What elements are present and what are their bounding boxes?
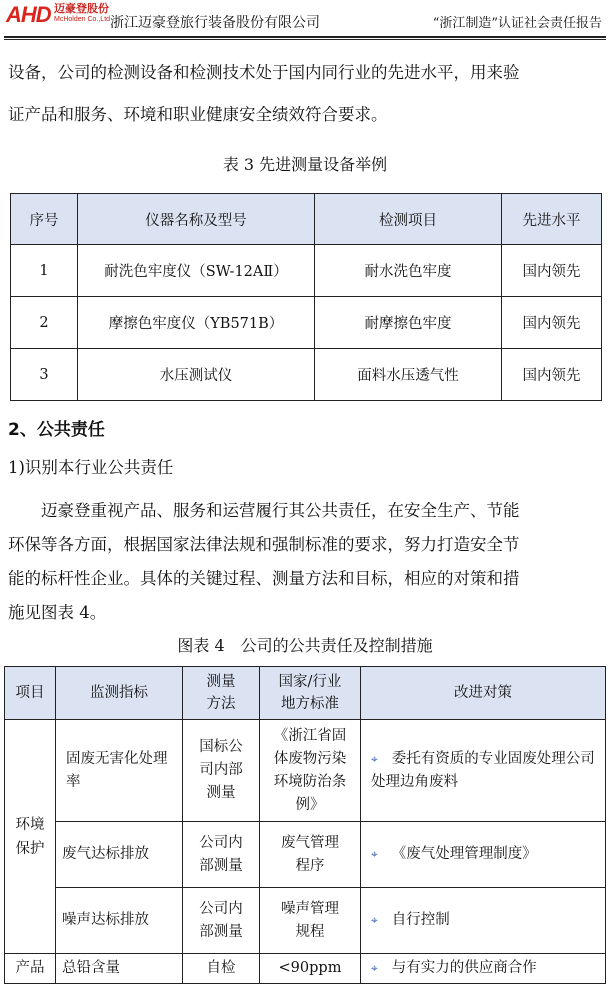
cell-index: 3 [11, 349, 78, 401]
body-line-2: 环保等各方面，根据国家法律法规和强制标准的要求，努力打造安全节 [8, 535, 520, 554]
col-header-test-item: 检测项目 [315, 194, 502, 245]
cell-standard: <90ppm [260, 954, 361, 984]
col-header-measures: 改进对策 [361, 667, 606, 720]
table-row [11, 297, 602, 349]
cell-measure [361, 720, 606, 822]
table-row [5, 888, 606, 954]
cell-standard: 废气管理程序 [260, 822, 361, 888]
cell-method: 自检 [183, 954, 260, 984]
cell-level: 国内领先 [502, 349, 602, 401]
cell-measure [361, 888, 606, 954]
cell-standard: 噪声管理规程 [260, 888, 361, 954]
cell-instrument: 水压测试仪 [78, 349, 315, 401]
col-header-indicator: 监测指标 [56, 667, 183, 720]
cell-method: 公司内部测量 [183, 888, 260, 954]
equipment-table [10, 193, 602, 401]
method-header-line-1: 测量 [206, 674, 236, 690]
cell-index: 1 [11, 245, 78, 297]
cell-measure [361, 954, 606, 984]
cell-item: 产品 [5, 954, 56, 984]
bullet-icon: ⌖ [371, 847, 378, 861]
col-header-level: 先进水平 [502, 194, 602, 245]
col-header-index: 序号 [11, 194, 78, 245]
public-responsibility-table [4, 666, 606, 984]
report-title: “浙江制造”认证社会责任报告 [432, 16, 602, 31]
cell-measure [361, 822, 606, 888]
body-line-4: 施见图表 4。 [8, 603, 107, 622]
cell-group-env: 环境保护 [5, 720, 56, 954]
header-divider-thin [4, 39, 606, 40]
cell-test-item: 面料水压透气性 [315, 349, 502, 401]
page-header [0, 0, 610, 38]
cell-indicator: 噪声达标排放 [56, 888, 183, 954]
company-logo: AHD [6, 2, 51, 27]
measure-text: 《废气处理管理制度》 [391, 846, 537, 862]
header-divider [4, 36, 606, 38]
table-header-row [11, 194, 602, 245]
table-row [5, 822, 606, 888]
body-line-3: 能的标杆性企业。具体的关键过程、测量方法和目标，相应的对策和措 [8, 569, 520, 588]
table-row [11, 349, 602, 401]
method-header-line-2: 方法 [206, 696, 236, 712]
company-name: 浙江迈豪登旅行装备股份有限公司 [110, 15, 320, 31]
cell-indicator: 总铅含量 [56, 954, 183, 984]
table-row [5, 720, 606, 822]
body-line-1: 迈豪登重视产品、服务和运营履行其公共责任，在安全生产、节能 [41, 501, 520, 520]
cell-test-item: 耐水洗色牢度 [315, 245, 502, 297]
intro-line-2: 证产品和服务、环境和职业健康安全绩效符合要求。 [8, 105, 388, 124]
col-header-instrument: 仪器名称及型号 [78, 194, 315, 245]
bullet-icon: ⌖ [371, 961, 378, 975]
cell-test-item: 耐摩擦色牢度 [315, 297, 502, 349]
cell-instrument: 耐洗色牢度仪（SW-12AⅡ） [78, 245, 315, 297]
section-heading: 2、公共责任 [8, 420, 105, 440]
table3-caption: 表 3 先进测量设备举例 [222, 155, 388, 174]
intro-line-1: 设备，公司的检测设备和检测技术处于国内同行业的先进水平，用来验 [8, 63, 520, 82]
measure-text: 委托有资质的专业固废处理公司处理边角废料 [371, 750, 595, 790]
logo-english-name: McHolden Co.,Ltd [54, 16, 111, 23]
col-header-method [183, 667, 260, 720]
logo-chinese-name: 迈豪登股份 [54, 2, 109, 15]
cell-level: 国内领先 [502, 297, 602, 349]
standard-header-line-2: 地方标准 [281, 696, 339, 712]
table-row [5, 954, 606, 984]
subsection-heading: 1)识别本行业公共责任 [8, 458, 174, 477]
col-header-item: 项目 [5, 667, 56, 720]
col-header-standard [260, 667, 361, 720]
cell-indicator: 固废无害化处理率 [56, 720, 183, 822]
table-row [11, 245, 602, 297]
cell-standard: 《浙江省固体废物污染环境防治条例》 [260, 720, 361, 822]
table4-caption: 图表 4 公司的公共责任及控制措施 [177, 636, 433, 655]
bullet-icon: ⌖ [371, 751, 378, 766]
cell-index: 2 [11, 297, 78, 349]
measure-text: 与有实力的供应商合作 [391, 960, 537, 976]
measure-text: 自行控制 [391, 912, 450, 928]
cell-method: 公司内部测量 [183, 822, 260, 888]
cell-level: 国内领先 [502, 245, 602, 297]
table-header-row [5, 667, 606, 720]
cell-instrument: 摩擦色牢度仪（YB571B） [78, 297, 315, 349]
cell-method: 国标公司内部测量 [183, 720, 260, 822]
cell-indicator: 废气达标排放 [56, 822, 183, 888]
bullet-icon: ⌖ [371, 913, 378, 927]
standard-header-line-1: 国家/行业 [278, 674, 342, 690]
